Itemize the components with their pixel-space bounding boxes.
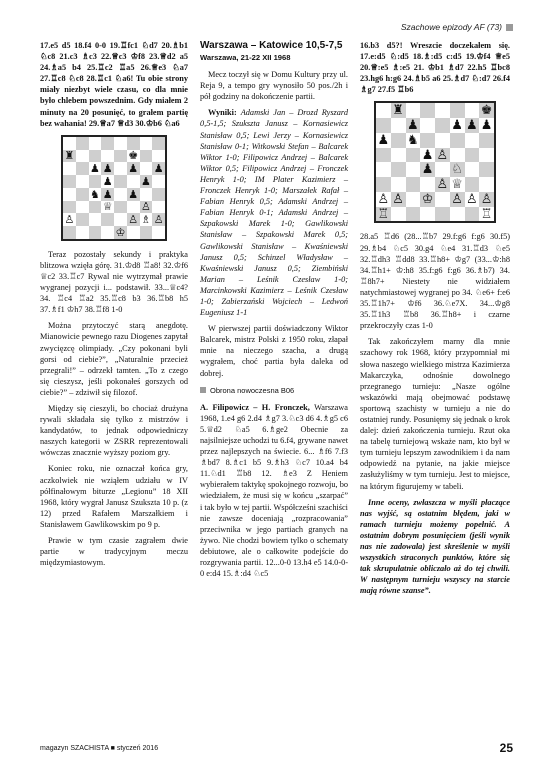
match-title: Warszawa – Katowice 10,5-7,5 xyxy=(200,40,343,51)
chess-piece: ♙ xyxy=(153,213,164,227)
board-square xyxy=(450,103,465,118)
board-square xyxy=(152,188,165,201)
board-square xyxy=(391,133,406,148)
board-square xyxy=(152,175,165,188)
chess-piece: ♟ xyxy=(421,162,434,178)
chess-piece: ♞ xyxy=(407,132,419,148)
board-square xyxy=(450,118,465,133)
board-square xyxy=(140,175,153,188)
board-square xyxy=(435,192,450,207)
game-moves-3: 16.b3 d5?! Wreszcie doczekałem się. 17.e:d5 ♘:d5 18.♗:d5 c:d5 19.♔f4 ♕e5 20.♕:e5 ♗:e5 21. ♔b1 ♗d7 22.h5 ♖bc8 23.hg6 h:g6 24.♗b5 a6 25.♗d7 ♘:d7 26.f4 ♗g7 27.f5 ♖b6 xyxy=(360,41,510,95)
board-square xyxy=(140,188,153,201)
chess-piece: ♟ xyxy=(153,162,164,176)
board-square xyxy=(89,175,102,188)
board-square xyxy=(127,188,140,201)
board-square xyxy=(376,148,391,163)
board-square xyxy=(127,213,140,226)
board-square xyxy=(63,162,76,175)
board-square xyxy=(101,162,114,175)
board-square xyxy=(479,162,494,177)
board-square xyxy=(435,118,450,133)
board-square xyxy=(465,133,480,148)
chess-piece: ♕ xyxy=(102,200,113,214)
results-text: Adamski Jan – Drozd Ryszard 0,5-1,5; Szukszta Janusz – Kornasiewicz Stanisław 0,5; Lewi Jerzy – Kornasiewicz Stanisław 0-1; Witkowski Stefan – Balcarek Wiktor 1-0; Filipowicz Andrzej – Balcarek Wiktor 0,5; Filipowicz Andrzej – Fronczek Henryk 1-0; IM Plater Kazimierz – Fronczek Henryk 1-0; Marszałek Rafał – Fabian Henryk 0,5; Adamski Andrzej – Fabian Henryk 0-1; Adamski Andrzej – Szpakowski Marek 1-0; Gawlikowski Stanisław – Szpakowski Marek 0,5; Gawlikowski Stanisław – Kwaśniewski Janusz 0,5; Schinzel Władysław – Kwaśniewski Janusz 0,5; Ziembiński Marian – Leśnik Czesław 1-0; Marcinkowski Kazimierz – Leśnik Czesław 1-0; Zabierzański Wojciech – Ledwoń Eugeniusz 1-1 xyxy=(200,108,348,318)
board-square xyxy=(450,177,465,192)
board-square xyxy=(479,148,494,163)
board-square xyxy=(76,162,89,175)
board-square xyxy=(479,192,494,207)
column-3 xyxy=(360,40,510,601)
paragraph-1: Teraz pozostały sekundy i praktyka blitzowa wzięła górę. 31.♔d8 ♖a8! 32.♔f6 ♕c2 33.♖c7 Rywal nie wytrzymał prawie wygranej pozycji i... podstawił. 33...♕c4? 34. ♖c4 ♖a2 35.♖c8 b3 36.♖b8 h5 37.♗f1 ♔h7 38.♖f8 1-0 xyxy=(40,249,188,315)
board-square xyxy=(376,207,391,222)
match-venue: Warszawa, 21-22 XII 1968 xyxy=(200,53,291,62)
board-square xyxy=(114,188,127,201)
board-square xyxy=(465,207,480,222)
board-square xyxy=(435,177,450,192)
board-square xyxy=(391,118,406,133)
board-square xyxy=(376,177,391,192)
board-square xyxy=(89,137,102,150)
board-square xyxy=(127,175,140,188)
page-number: 25 xyxy=(499,741,513,755)
board-square xyxy=(406,133,421,148)
board-square xyxy=(391,162,406,177)
board-square xyxy=(89,201,102,214)
board-square xyxy=(76,150,89,163)
board-square xyxy=(101,213,114,226)
board-square xyxy=(465,177,480,192)
board-square xyxy=(114,137,127,150)
paragraph-4: Prawie w tym czasie zagrałem dwie partie w tradycyjnym meczu międzymiastowym. xyxy=(40,536,188,568)
board-square xyxy=(420,118,435,133)
board-square xyxy=(140,150,153,163)
board-square xyxy=(76,137,89,150)
board-square xyxy=(63,150,76,163)
board-square xyxy=(89,213,102,226)
board-square xyxy=(376,133,391,148)
board-square xyxy=(89,226,102,239)
chess-piece: ♟ xyxy=(480,118,493,134)
chess-piece: ♖ xyxy=(377,206,390,222)
chess-piece: ♟ xyxy=(407,118,419,134)
board-square xyxy=(127,226,140,239)
board-square xyxy=(435,207,450,222)
chess-piece: ♙ xyxy=(466,191,478,207)
opening-name: Obrona nowoczesna B06 xyxy=(210,385,295,395)
board-square xyxy=(101,226,114,239)
board-square xyxy=(76,213,89,226)
game-moves-1: 17.e5 d5 18.f4 0-0 19.♖fc1 ♘d7 20.♗b1 ♘c8 21.c3 ♗c3 22.♕c3 ♔f8 23.♕d2 a5 24.♗a5 b4 25.♖c2 ♖a5 26.♕e3 ♘a7 27.♖c8 ♘c8 28.♖c1 ♘a6! Tu obie strony miały niezbyt wiele czasu, co dla mnie było chlebem powszednim. Gdy miałem 2 minuty na 20 posunięć, to grałem partię bez wahania! 29.♕a7 ♕d3 30.♔b6 ♘a6 xyxy=(40,41,188,128)
board-square xyxy=(435,103,450,118)
chess-piece: ♘ xyxy=(451,162,463,178)
board-square xyxy=(101,137,114,150)
chess-piece: ♟ xyxy=(102,162,113,176)
board-square xyxy=(127,162,140,175)
board-square xyxy=(450,148,465,163)
board-square xyxy=(376,162,391,177)
board-square xyxy=(406,148,421,163)
board-square xyxy=(127,201,140,214)
chess-piece: ♙ xyxy=(64,213,75,227)
board-square xyxy=(63,213,76,226)
chess-diagram-2 xyxy=(374,101,496,223)
board-square xyxy=(152,137,165,150)
board-square xyxy=(391,207,406,222)
board-square xyxy=(420,133,435,148)
chess-piece: ♟ xyxy=(451,118,463,134)
board-square xyxy=(391,192,406,207)
board-square xyxy=(450,207,465,222)
results-block xyxy=(200,107,348,318)
chess-piece: ♟ xyxy=(421,147,434,163)
board-square xyxy=(450,192,465,207)
board-square xyxy=(479,118,494,133)
board-square xyxy=(76,188,89,201)
game-header xyxy=(200,402,348,580)
paragraph-3: Koniec roku, nie oznaczał końca gry, aczkolwiek nie wziąłem udziału w IV półfinałowym biturze „Legionu” 18 XII 1968, który wygrał Janusz Szukszta 10 p. (z 12) przed Rafałem Marszałkiem i Stanisławem Gawlikowskim po 9 p. xyxy=(40,464,188,529)
board-square xyxy=(76,201,89,214)
board-square xyxy=(420,162,435,177)
chess-piece: ♔ xyxy=(421,191,434,207)
board-square xyxy=(89,162,102,175)
board-square xyxy=(101,175,114,188)
chess-piece: ♙ xyxy=(140,200,151,214)
board-square xyxy=(140,226,153,239)
paragraph-2: Między się cieszyli, bo chociaż drużyna rywali składała się tylko z mistrzów i kandydatów, to jednak odpowiedniczy naszych kategorii w ZSRR reprezentowali wówczas znacznie wyższy poziom gry. xyxy=(40,403,188,458)
board-square xyxy=(101,150,114,163)
board-square xyxy=(140,137,153,150)
chess-piece: ♖ xyxy=(480,206,493,222)
board-square xyxy=(406,103,421,118)
board-square xyxy=(101,188,114,201)
board-square xyxy=(420,192,435,207)
board-square xyxy=(406,162,421,177)
board-square xyxy=(152,162,165,175)
paragraph-match-intro: Mecz toczył się w Domu Kultury przy ul. Reja 9, a tempo gry wynosiło 50 pos./2h i pół godziny na dokończenie partii. xyxy=(200,70,348,102)
board-square xyxy=(127,150,140,163)
game-players: A. Filipowicz – H. Fronczek, xyxy=(200,402,310,412)
board-square xyxy=(376,103,391,118)
board-square xyxy=(114,150,127,163)
chess-piece: ♙ xyxy=(392,191,404,207)
board-square xyxy=(420,207,435,222)
board-square xyxy=(406,118,421,133)
board-square xyxy=(391,103,406,118)
board-square xyxy=(114,162,127,175)
section-title: Szachowe epizody AF (73) xyxy=(400,22,502,32)
board-square xyxy=(114,213,127,226)
column-1 xyxy=(40,40,188,573)
chess-piece: ♟ xyxy=(466,118,478,134)
footer-magazine: magazyn SZACHISTA ■ styczeń 2016 xyxy=(40,744,159,752)
board-square xyxy=(435,162,450,177)
board-square xyxy=(63,188,76,201)
chess-piece: ♟ xyxy=(140,174,151,188)
chess-piece: ♟ xyxy=(102,187,113,201)
chess-diagram-1 xyxy=(61,135,167,241)
board-square xyxy=(140,162,153,175)
board-square xyxy=(376,118,391,133)
paragraph-anecdote: Można przytoczyć starą anegdotę. Mianowicie pewnego razu Diogenes zapytał zwycięzcę olimpiady. „Czy pokonani byli gorsi od ciebie?”, „Naturalnie przecież przegrali!” – odrzekł tamten. „To z czego się cieszysz, jeśli pokonałeś gorszych od ciebie?” – zdziwił się filozof. xyxy=(40,321,188,397)
board-square xyxy=(479,207,494,222)
chess-piece: ♙ xyxy=(377,191,390,207)
chess-piece: ♟ xyxy=(128,187,139,201)
board-square xyxy=(406,192,421,207)
board-square xyxy=(465,162,480,177)
chess-piece: ♙ xyxy=(436,177,449,193)
board-square xyxy=(465,192,480,207)
board-square xyxy=(479,133,494,148)
board-square xyxy=(152,150,165,163)
board-square xyxy=(479,177,494,192)
board-square xyxy=(89,188,102,201)
header-square-icon xyxy=(506,24,513,31)
board-square xyxy=(152,213,165,226)
board-square xyxy=(391,148,406,163)
paragraph-conclusion: Tak zakończyłem marny dla mnie szachowy rok 1968, który przypomniał mi słowa naszego wielkiego mistrza Kazimierza Makarczyka, odnośnie dowolnego przegranego turnieju: „Nasze ogólne wskazówki mają obejmować podstawę sportową szachisty w turnieju a nie do ostatniej rundy. Posunięmy się jednak o krok dalej: dzień zakończenia turnieju. Rzut oka na tabelę turniejową wskaże nam, kto był w tym turnieju lepszym zawodnikiem i da nam odpowiedź na pytanie, na jakie miejsce zasłużyliśmy w tym turnieju. Jest to miejsce, na którym figurujemy w tabeli. xyxy=(360,337,510,491)
board-square xyxy=(406,177,421,192)
board-square xyxy=(63,226,76,239)
board-square xyxy=(406,207,421,222)
chess-piece: ♙ xyxy=(480,191,493,207)
chess-piece: ♚ xyxy=(480,103,493,119)
chess-piece: ♟ xyxy=(128,162,139,176)
chess-piece: ♟ xyxy=(102,174,113,188)
chess-piece: ♟ xyxy=(89,162,100,176)
board-square xyxy=(435,148,450,163)
board-square xyxy=(420,148,435,163)
chess-piece: ♗ xyxy=(140,213,151,227)
board-square xyxy=(76,175,89,188)
board-square xyxy=(114,175,127,188)
board-square xyxy=(420,103,435,118)
board-square xyxy=(114,226,127,239)
page-footer xyxy=(40,741,513,755)
board-square xyxy=(376,192,391,207)
section-square-icon xyxy=(200,387,206,393)
board-square xyxy=(450,162,465,177)
board-square xyxy=(63,201,76,214)
chess-piece: ♜ xyxy=(392,103,404,119)
chess-piece: ♚ xyxy=(128,149,139,163)
chess-piece: ♟ xyxy=(377,132,390,148)
board-square xyxy=(479,103,494,118)
board-square xyxy=(450,133,465,148)
chess-piece: ♙ xyxy=(436,147,449,163)
chess-piece: ♙ xyxy=(128,213,139,227)
paragraph-match-summary: W pierwszej partii doświadczony Wiktor Balcarek, mistrz Polski z 1950 roku, złapał mnie na nieczego szacha, a drugą wygrałem, choć partia była daleka od dobrej. xyxy=(200,324,348,378)
page-header xyxy=(401,22,513,32)
game-moves-2: Warszawa 1968, 1.e4 g6 2.d4 ♗g7 3.♘c3 d6 4.♗g5 c6 5.♕d2 ♘a5 6.♗ge2 Obecnie za najsilniejsze uchodzi tu 6.f4, grywane nawet przez najlepszych na świecie. 6... ♗f6 7.f3 ♗bd7 8.♗c1 b5 9.♗h3 ♘c7 10.a4 b4 11.♘d1 ♖b8 12. ♗e3 Z Heniem wybierałem taktykę spokojnego rozwoju, bo wiedziałem, że musi się w końcu „szarpać” i tak było w tej partii. Współcześni szachiści nie zawsze doceniają „rozpracowania” przeciwnika w jego partiach granych na żywo. Nie chodzi bowiem tylko o schematy debiutowe, ale o całkowite podejście do rozgrywania partii. 12...0-0 13.h4 e5 14.0-0-0 e:d4 15.♗:d4 ♘c5 xyxy=(200,402,348,579)
board-square xyxy=(152,226,165,239)
chess-piece: ♙ xyxy=(451,191,463,207)
board-square xyxy=(63,137,76,150)
column-2 xyxy=(200,40,348,584)
chess-piece: ♔ xyxy=(115,225,126,239)
board-square xyxy=(465,103,480,118)
board-square xyxy=(89,150,102,163)
chess-piece: ♕ xyxy=(451,177,463,193)
board-square xyxy=(391,177,406,192)
results-label: Wyniki: xyxy=(208,108,237,118)
board-square xyxy=(152,201,165,214)
board-square xyxy=(76,226,89,239)
quote-makarczyk: Inne oceny, zwłaszcza w myśli płaczące nas wyjść, są ostatnim błędem, jaki w ramach turnieju możemy popełnić. A ostatnim dobrym posunięciem (jeśli wynik nas nie zadowala) jest skreślenie w myśli wszystkich straconych punktów, które się tak skrupulatnie obliczało aż do tej chwili. W następnym turnieju wszyscy na starcie mają równe szanse”. xyxy=(360,497,510,596)
board-square xyxy=(127,137,140,150)
chess-piece: ♜ xyxy=(64,149,75,163)
opening-header xyxy=(200,385,348,396)
game-moves-4: 28.a5 ♖d6 (28...♖b7 29.f:g6 f:g6 30.f5) 29.♗b4 ♘c5 30.g4 ♘e4 31.♖d3 ♘e5 32.♖dh3 ♖dd8 33.♖h8+ ♔g7 (33...♔:h8 34.♖h1+ ♔:h8 35.f:g6 f:g6 36.♗b7) 34. ♖8h7+ Niestety nie widziałem natychmiastowej wygranej po 34. ♘e6+ f:e6 35.♖1h7+ ♔f6 36.♘e7X. 34...♔g8 35.♖1h3 ♖b8 36.♖h8+ i czarne przekroczyły czas 1-0 xyxy=(360,232,510,331)
board-square xyxy=(140,201,153,214)
board-square xyxy=(420,177,435,192)
board-square xyxy=(63,175,76,188)
board-square xyxy=(140,213,153,226)
board-square xyxy=(101,201,114,214)
board-square xyxy=(114,201,127,214)
board-square xyxy=(465,118,480,133)
board-square xyxy=(465,148,480,163)
board-square xyxy=(435,133,450,148)
chess-piece: ♞ xyxy=(89,187,100,201)
